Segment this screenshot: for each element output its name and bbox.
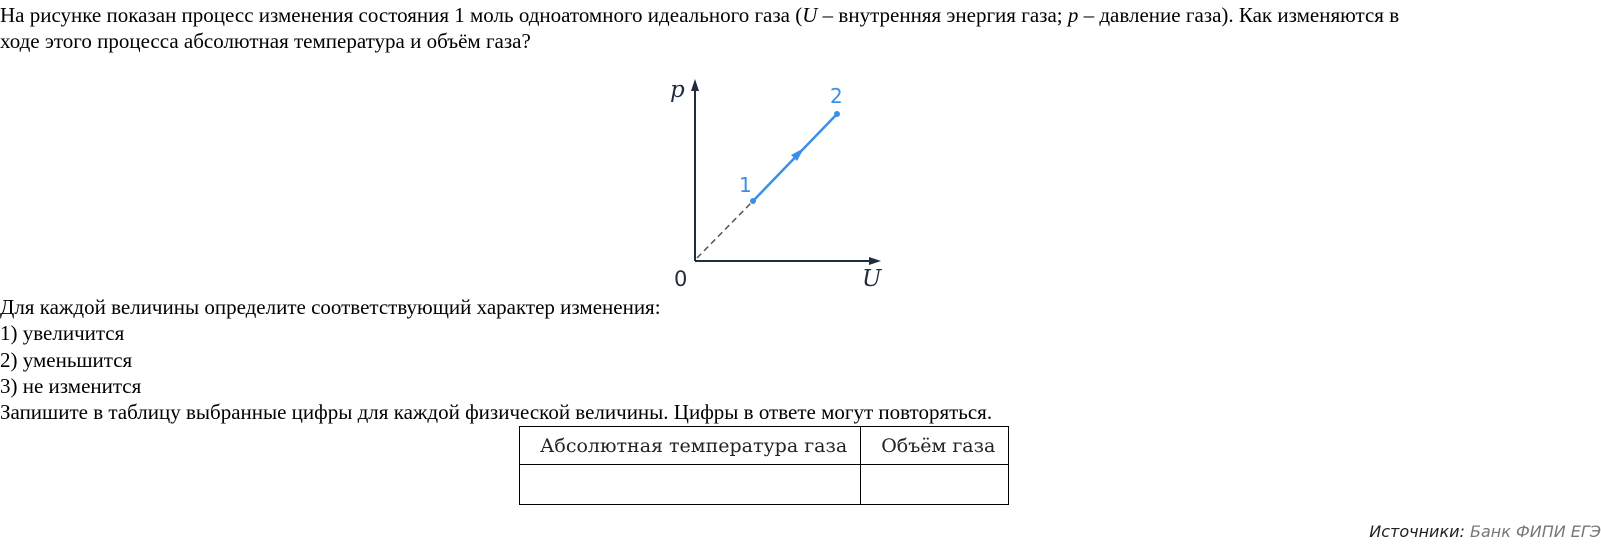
question-line-2: ходе этого процесса абсолютная температура и объём газа?: [0, 29, 531, 53]
x-axis-label: U: [862, 266, 882, 292]
variable-u: U: [802, 3, 818, 27]
extrapolation-dashed-line: [697, 201, 753, 258]
source-note: [1369, 522, 1601, 541]
header-temperature: Абсолютная температура газа: [520, 427, 861, 465]
answer-cell-temperature[interactable]: [520, 465, 861, 505]
source-label: Источники:: [1369, 522, 1465, 541]
answer-table-header-row: [520, 427, 1009, 465]
y-axis-arrow: [691, 79, 699, 91]
option-2: 2) уменьшится: [0, 348, 133, 372]
source-link[interactable]: Банк ФИПИ ЕГЭ: [1469, 522, 1601, 541]
question-line-1: На рисунке показан процесс изменения состояния 1 моль одноатомного идеального газа (U – внутренняя энергия газа; p – давление газа). Как изменяются в: [0, 3, 1400, 27]
instructions-intro: Для каждой величины определите соответствующий характер изменения:: [0, 295, 661, 319]
p-u-graph: [660, 70, 900, 295]
header-volume: Объём газа: [861, 427, 1009, 465]
y-axis-label: p: [670, 77, 685, 103]
point-1: [750, 198, 756, 204]
point-1-label: 1: [739, 173, 752, 197]
option-1: 1) увеличится: [0, 321, 125, 345]
point-2-label: 2: [830, 84, 843, 108]
variable-p: p: [1067, 3, 1079, 27]
answer-cell-volume[interactable]: [861, 465, 1009, 505]
x-axis-arrow: [869, 257, 881, 265]
point-2: [834, 111, 840, 117]
answer-table: [519, 426, 1009, 505]
origin-label: 0: [674, 267, 688, 291]
instructions-final: Запишите в таблицу выбранные цифры для каждой физической величины. Цифры в ответе могут повторяться.: [0, 400, 993, 424]
option-3: 3) не изменится: [0, 374, 142, 398]
answer-table-input-row: [520, 465, 1009, 505]
